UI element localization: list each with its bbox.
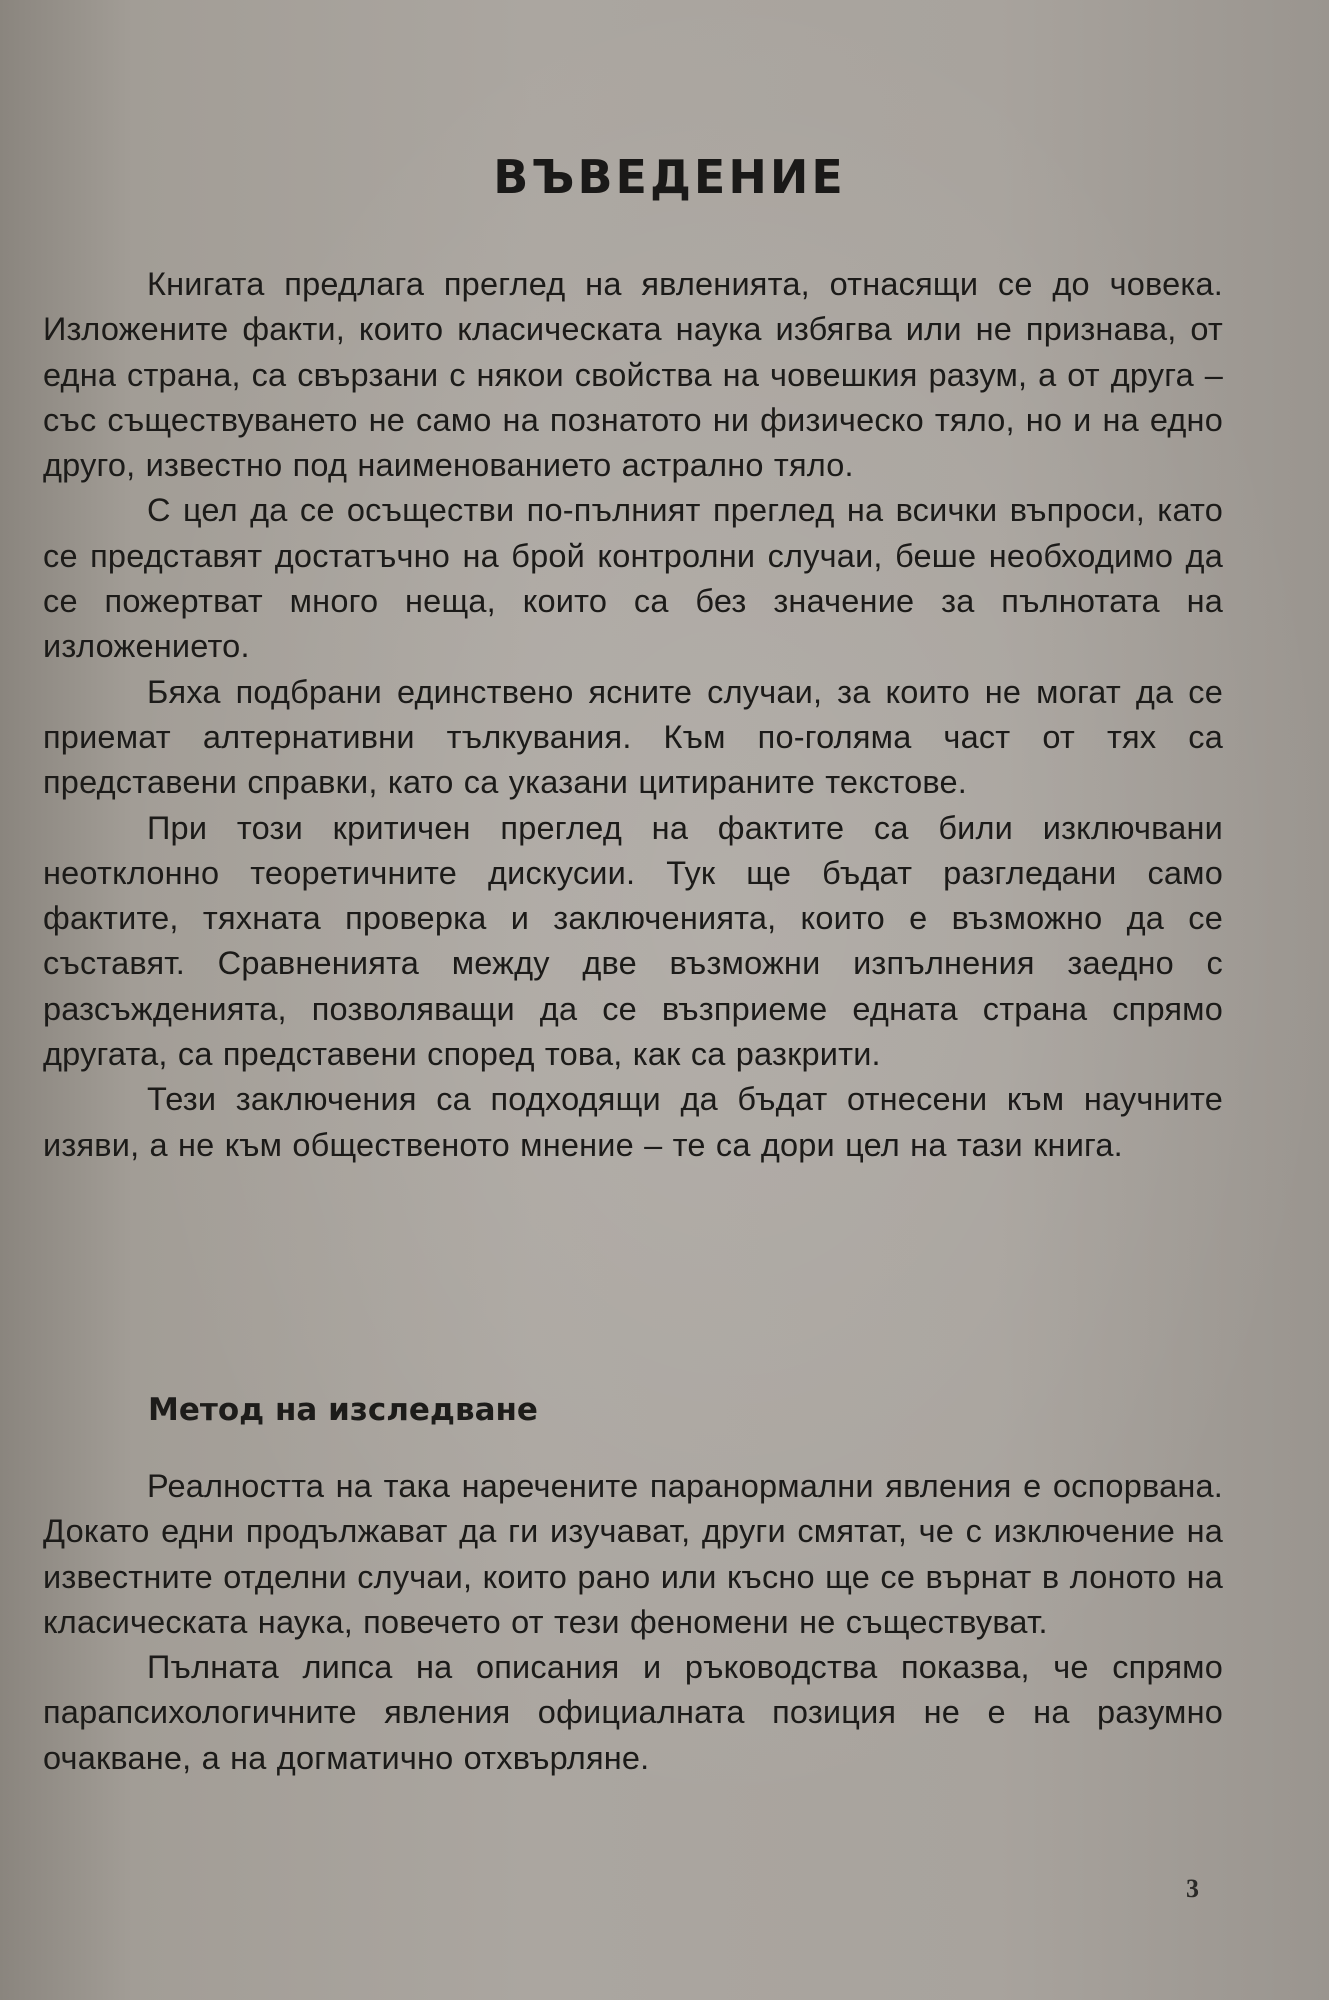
section-heading: Метод на изследване <box>148 1392 538 1428</box>
paragraph: Бяха подбрани единствено ясните случаи, за които не могат да се приемат алтернативни тълкувания. Към по-голяма част от тях са представени справки, като са указани цитираните текстове. <box>43 673 1223 801</box>
paragraph: Реалността на така наречените паранормални явления е оспорвана. Докато едни продължават да ги изучават, други смятат, че с изключение на известните отделни случаи, които рано или късно ще се върнат в лоното на класическата наука, повечето от тези феномени не съществуват. <box>43 1468 1223 1640</box>
paragraph: Книгата предлага преглед на явленията, отнасящи се до човека. Изложените факти, които класическата наука избягва или не признава, от една страна, са свързани с някои свойства на човешкия разум, а от друга – със съществуването не само на познатото ни физическо тяло, но и на едно друго, известно под наименованието астрално тяло. <box>43 266 1223 484</box>
paragraph: Пълната липса на описания и ръководства показва, че спрямо парапсихологичните явления официалната позиция не е на разумно очакване, а на догматично отхвърляне. <box>43 1649 1223 1776</box>
page-number: 3 <box>1186 1874 1199 1903</box>
paragraph: Тези заключения са подходящи да бъдат отнесени към научните изяви, а не към общественото мнение – те са дори цел на тази книга. <box>43 1081 1223 1163</box>
paragraph: При този критичен преглед на фактите са били изключвани неотклонно теоретичните дискусии. Тук ще бъдат разгледани само фактите, тяхната проверка и заключенията, които е възможно да се съставят. Сравненията между две възможни изпълнения заедно с разсъжденията, позволяващи да се възприеме едната страна спрямо другата, са представени според това, как са разкрити. <box>43 809 1223 1073</box>
section-text <box>43 1464 1223 1781</box>
intro-text <box>43 262 1223 1168</box>
paragraph: С цел да се осъществи по-пълният преглед на всички въпроси, като се представят достатъчно на брой контролни случаи, беше необходимо да се пожертват много неща, които са без значение за пълнотата на изложението. <box>43 492 1223 665</box>
page-title: ВЪВЕДЕНИЕ <box>493 150 846 204</box>
